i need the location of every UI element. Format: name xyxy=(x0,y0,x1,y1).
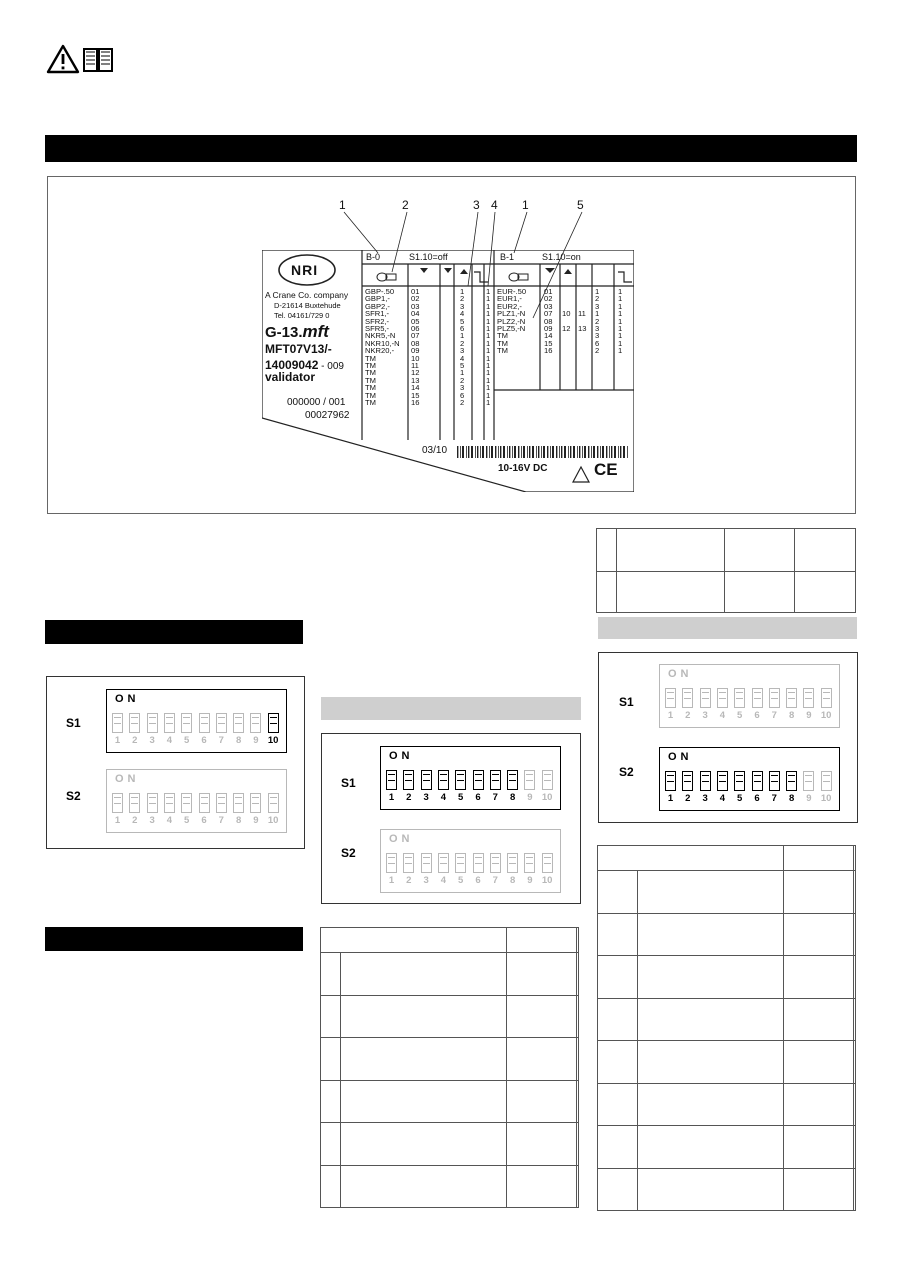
dip-left-s2-switch-7 xyxy=(216,793,227,813)
dip-left-s1-label: S1 xyxy=(66,716,81,730)
dip-left-s1-number-10: 10 xyxy=(267,735,279,746)
dip-middle-s1-number-1: 1 xyxy=(388,792,395,803)
dip-middle-s1-on-label: ON xyxy=(389,750,414,762)
dip-right-s2-number-9: 9 xyxy=(806,793,812,804)
callout-3: 3 xyxy=(473,198,480,212)
b1-coin-list: EUR-.50 EUR1,- EUR2,- PLZ1,-N PLZ2,-N PLZ5,-N TM TM TM xyxy=(497,287,527,356)
dip-middle-s2-number-1: 1 xyxy=(388,875,395,886)
dip-right-s2-switch-2 xyxy=(682,771,693,791)
dip-middle-s1-switch-7 xyxy=(490,770,501,790)
block-b0-header: B-0 xyxy=(366,252,381,262)
dip-middle-s1-number-3: 3 xyxy=(423,792,429,803)
dip-left-s1-switch-6 xyxy=(199,713,210,733)
dip-left-s2-number-9: 9 xyxy=(253,815,259,826)
dip-right-s2-number-6: 6 xyxy=(754,793,760,804)
dip-left-s1-switch-5 xyxy=(181,713,192,733)
dip-middle-s2-number-8: 8 xyxy=(509,875,516,886)
section-bar-right xyxy=(598,617,857,639)
dip-left-s1-number-8: 8 xyxy=(235,735,242,746)
section-bar-middle xyxy=(321,697,581,720)
dip-right-s2-number-2: 2 xyxy=(685,793,691,804)
dip-left-s2-switch-8 xyxy=(233,793,244,813)
b0-coin-list: GBP-.50 GBP1,- GBP2,- SFR1,- SFR2,- SFR5,- NKR5,-N NKR10,-N NKR20,- TM TM TM TM TM TM TM xyxy=(365,287,400,408)
dip-middle-s2-number-5: 5 xyxy=(458,875,464,886)
dip-left-s1-number-2: 2 xyxy=(132,735,138,746)
dip-middle-s1-label: S1 xyxy=(341,776,356,790)
dip-middle-s1-switch-8 xyxy=(507,770,518,790)
dip-left-s2-switch-9 xyxy=(250,793,261,813)
dip-left-s1-number-4: 4 xyxy=(166,735,173,746)
dip-right-s2-switch-6 xyxy=(752,771,763,791)
dip-right-s1-number-7: 7 xyxy=(771,710,777,721)
dip-right-s1-switch-4 xyxy=(717,688,728,708)
dip-middle-s1-number-7: 7 xyxy=(492,792,498,803)
dip-middle-s2-number-3: 3 xyxy=(423,875,429,886)
dip-middle-s2-number-2: 2 xyxy=(406,875,412,886)
section-bar-left-1 xyxy=(45,620,303,644)
dip-middle-s2-switch-8 xyxy=(507,853,518,873)
dip-middle-s1-switch-9 xyxy=(524,770,535,790)
dip-right-s2-number-10: 10 xyxy=(820,793,832,804)
dip-left-s2-number-8: 8 xyxy=(235,815,242,826)
dip-left-s1-number-9: 9 xyxy=(253,735,259,746)
dip-left-s2-switch-10 xyxy=(268,793,279,813)
dip-right-s2-number-7: 7 xyxy=(771,793,777,804)
dip-left-s1-number-3: 3 xyxy=(149,735,155,746)
dip-right-s2-switch-9 xyxy=(803,771,814,791)
dip-middle-s2-switch-2 xyxy=(403,853,414,873)
dip-right-s1-switch-7 xyxy=(769,688,780,708)
dip-right-s1-number-3: 3 xyxy=(702,710,708,721)
dip-right-s2-on-label: ON xyxy=(668,751,693,763)
dip-left-s1-switch-2 xyxy=(129,713,140,733)
table-middle-bottom xyxy=(320,927,579,1208)
dip-left-s1-switch-3 xyxy=(147,713,158,733)
dip-left-s2-switch-6 xyxy=(199,793,210,813)
model-name xyxy=(265,322,329,342)
dip-middle-s2-number-10: 10 xyxy=(541,875,553,886)
part-number-main: 14009042 xyxy=(265,358,319,372)
part-number-line1: MFT07V13/- xyxy=(265,342,332,356)
dip-middle-s1-switch-6 xyxy=(473,770,484,790)
callout-1: 1 xyxy=(339,198,346,212)
dip-middle-s1-number-2: 2 xyxy=(406,792,412,803)
dip-right-s1-switch-5 xyxy=(734,688,745,708)
dip-middle-s2-switch-4 xyxy=(438,853,449,873)
dip-left-s1-number-6: 6 xyxy=(201,735,207,746)
dip-left-s2-number-5: 5 xyxy=(184,815,190,826)
serial-number: 000000 / 001 xyxy=(287,397,346,408)
dip-middle-s2-switch-6 xyxy=(473,853,484,873)
dip-right-s2-number-5: 5 xyxy=(737,793,743,804)
dip-right-s2-number-4: 4 xyxy=(719,793,726,804)
dip-left-s1-switch-7 xyxy=(216,713,227,733)
dip-right-s2-switch-8 xyxy=(786,771,797,791)
dip-left-s2-switch-4 xyxy=(164,793,175,813)
dip-middle-s1-switch-1 xyxy=(386,770,397,790)
dip-middle-s1-switch-10 xyxy=(542,770,553,790)
dip-left-s2-number-4: 4 xyxy=(166,815,173,826)
dip-right-s2-label: S2 xyxy=(619,765,634,779)
dip-left-s1-switch-9 xyxy=(250,713,261,733)
part-number-suffix: - 009 xyxy=(318,361,344,372)
id-number: 00027962 xyxy=(305,410,350,421)
dip-middle-s2-number-7: 7 xyxy=(492,875,498,886)
b0-sort-list: 1 2 3 4 5 6 1 2 3 4 5 1 2 3 6 2 xyxy=(460,287,465,408)
dip-right-s2-switch-1 xyxy=(665,771,676,791)
voltage-rating: 10-16V DC xyxy=(498,463,548,474)
dip-right-s1-number-4: 4 xyxy=(719,710,726,721)
dip-left-s2-number-3: 3 xyxy=(149,815,155,826)
section-bar-left-2 xyxy=(45,927,303,951)
block-b1-setting: S1.10=on xyxy=(542,252,581,262)
dip-right-s2-switch-10 xyxy=(821,771,832,791)
dip-left-s2-on-label: ON xyxy=(115,773,140,785)
dip-right-s1-number-8: 8 xyxy=(788,710,795,721)
dip-left-s2-switch-2 xyxy=(129,793,140,813)
dip-right-s1-number-5: 5 xyxy=(737,710,743,721)
dip-middle-s2-label: S2 xyxy=(341,846,356,860)
dip-middle-s2-switch-3 xyxy=(421,853,432,873)
dip-left-s2-number-7: 7 xyxy=(218,815,224,826)
dip-right-s1-label: S1 xyxy=(619,695,634,709)
dip-left-s1-switch-1 xyxy=(112,713,123,733)
dip-right-s2-number-8: 8 xyxy=(788,793,795,804)
dip-left-s1-number-5: 5 xyxy=(184,735,190,746)
dip-left-s1-number-1: 1 xyxy=(114,735,121,746)
dip-right-s1-switch-10 xyxy=(821,688,832,708)
b1-channel-list: 01 02 03 07 08 09 14 15 16 xyxy=(544,287,553,356)
brand-logo: NRI xyxy=(291,262,319,278)
company-address: D-21614 Buxtehude xyxy=(274,301,341,310)
b1-alt1-list: 10 12 xyxy=(562,309,571,334)
dip-right-s1-number-6: 6 xyxy=(754,710,760,721)
dip-left-s1-switch-4 xyxy=(164,713,175,733)
dip-middle-s2-switch-9 xyxy=(524,853,535,873)
dip-left-s2-number-6: 6 xyxy=(201,815,207,826)
validator-label-plate xyxy=(262,250,634,492)
dip-right-s1-switch-8 xyxy=(786,688,797,708)
callout-5: 5 xyxy=(577,198,584,212)
dip-left-s1-on-label: ON xyxy=(115,693,140,705)
table-right-bottom xyxy=(597,845,856,1211)
block-b0-setting: S1.10=off xyxy=(409,252,448,262)
model-prefix: G-13. xyxy=(265,324,303,341)
dip-right-s1-on-label: ON xyxy=(668,668,693,680)
dip-right-s1-number-1: 1 xyxy=(667,710,674,721)
dip-middle-s1-switch-3 xyxy=(421,770,432,790)
dip-right-s2-switch-4 xyxy=(717,771,728,791)
dip-right-s2-number-1: 1 xyxy=(667,793,674,804)
dip-left-s1-switch-8 xyxy=(233,713,244,733)
dip-middle-s2-number-4: 4 xyxy=(440,875,447,886)
company-name: A Crane Co. company xyxy=(265,290,349,300)
dip-middle-s2-switch-7 xyxy=(490,853,501,873)
dip-right-s1-switch-9 xyxy=(803,688,814,708)
dip-right-s1-number-2: 2 xyxy=(685,710,691,721)
dip-right-s2-switch-7 xyxy=(769,771,780,791)
dip-middle-s1-number-8: 8 xyxy=(509,792,516,803)
b0-channel-list: 01 02 03 04 05 06 07 08 09 10 11 12 13 14 15 16 xyxy=(411,287,420,408)
callout-1b: 1 xyxy=(522,198,529,212)
company-phone: Tel. 04161/729 0 xyxy=(274,311,330,320)
dip-left-s1-switch-10 xyxy=(268,713,279,733)
dip-middle-s1-number-9: 9 xyxy=(527,792,533,803)
dip-left-s2-label: S2 xyxy=(66,789,81,803)
dip-middle-s1-number-6: 6 xyxy=(475,792,481,803)
dip-left-s2-switch-5 xyxy=(181,793,192,813)
dip-right-s1-switch-3 xyxy=(700,688,711,708)
dip-right-s1-switch-1 xyxy=(665,688,676,708)
dip-left-s2-number-1: 1 xyxy=(114,815,121,826)
dip-middle-s1-number-5: 5 xyxy=(458,792,464,803)
dip-right-s1-switch-6 xyxy=(752,688,763,708)
dip-left-s2-number-10: 10 xyxy=(267,815,279,826)
dip-left-s2-switch-3 xyxy=(147,793,158,813)
dip-middle-s2-switch-5 xyxy=(455,853,466,873)
dip-middle-s1-number-10: 10 xyxy=(541,792,553,803)
b1-sort-list: 1 2 3 1 2 3 3 6 2 xyxy=(595,287,600,356)
dip-right-s2-switch-5 xyxy=(734,771,745,791)
dip-middle-s2-number-6: 6 xyxy=(475,875,481,886)
dip-middle-s2-switch-1 xyxy=(386,853,397,873)
dip-middle-s2-number-9: 9 xyxy=(527,875,533,886)
model-suffix: mft xyxy=(302,322,329,341)
b1-flag-list: 1 1 1 1 1 1 1 1 1 xyxy=(618,287,623,356)
b0-flag-list: 1 1 1 1 1 1 1 1 1 1 1 1 1 1 1 1 xyxy=(486,287,491,408)
dip-right-s1-number-10: 10 xyxy=(820,710,832,721)
dip-right-s1-number-9: 9 xyxy=(806,710,812,721)
date-code: 03/10 xyxy=(422,445,448,456)
callout-2: 2 xyxy=(402,198,409,212)
small-table-top-right xyxy=(596,528,856,613)
dip-right-s2-number-3: 3 xyxy=(702,793,708,804)
dip-middle-s2-on-label: ON xyxy=(389,833,414,845)
dip-middle-s2-switch-10 xyxy=(542,853,553,873)
dip-left-s2-number-2: 2 xyxy=(132,815,138,826)
product-type: validator xyxy=(265,370,316,384)
block-b1-header: B-1 xyxy=(500,252,515,262)
dip-middle-s1-number-4: 4 xyxy=(440,792,447,803)
dip-middle-s1-switch-2 xyxy=(403,770,414,790)
dip-middle-s1-switch-4 xyxy=(438,770,449,790)
dip-left-s2-switch-1 xyxy=(112,793,123,813)
dip-right-s1-switch-2 xyxy=(682,688,693,708)
dip-middle-s1-switch-5 xyxy=(455,770,466,790)
dip-left-s1-number-7: 7 xyxy=(218,735,224,746)
callout-4: 4 xyxy=(491,198,498,212)
dip-right-s2-switch-3 xyxy=(700,771,711,791)
b1-alt2-list: 11 13 xyxy=(578,309,587,334)
ce-mark: CE xyxy=(594,460,618,479)
